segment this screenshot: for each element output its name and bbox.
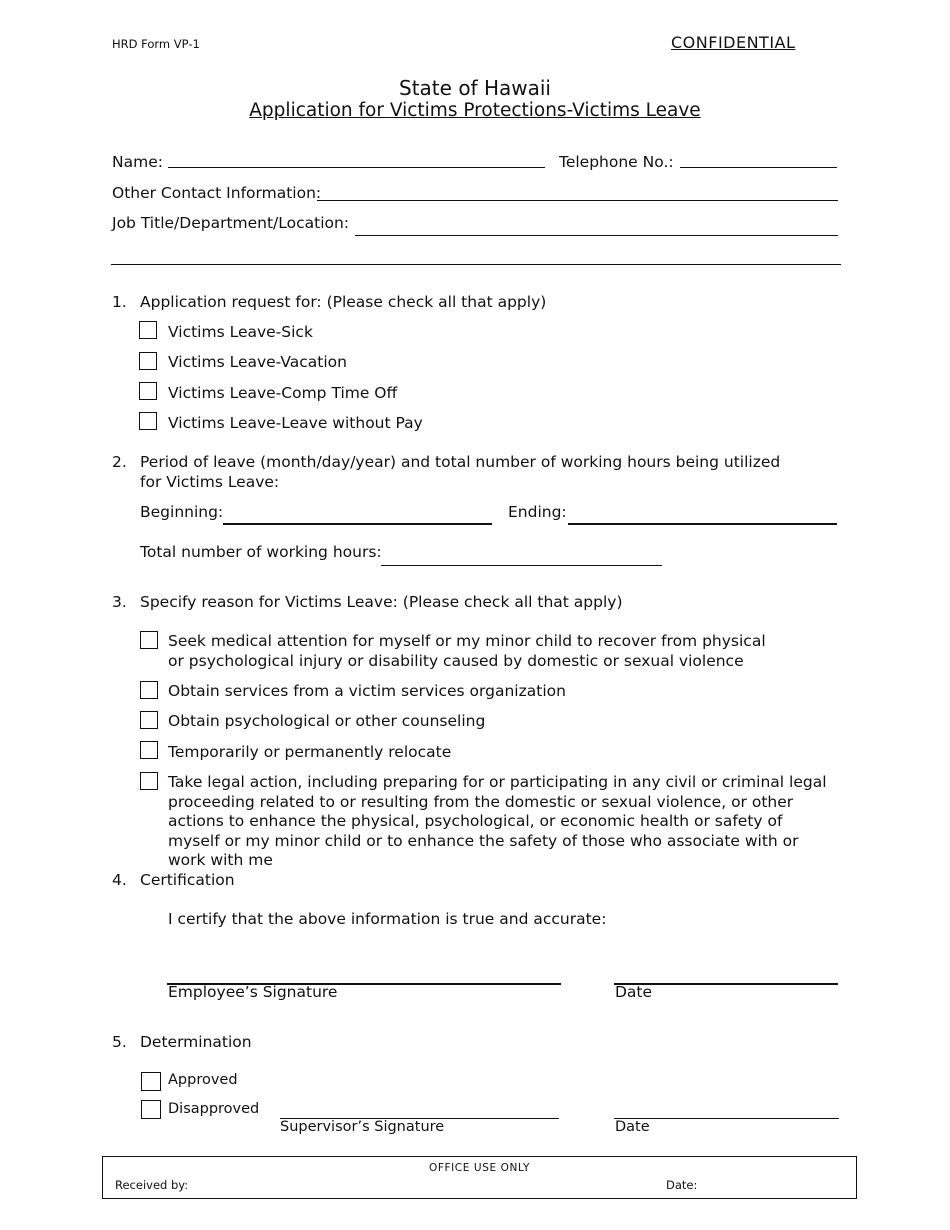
checkbox-reason-relocate[interactable] bbox=[140, 741, 158, 759]
job-label: Job Title/Department/Location: bbox=[112, 214, 350, 232]
checkbox-disapproved[interactable] bbox=[141, 1100, 161, 1119]
employee-date-label: Date bbox=[615, 983, 653, 1001]
section3-number: 3. bbox=[112, 593, 127, 611]
job-field[interactable] bbox=[355, 235, 838, 236]
disapproved-label: Disapproved bbox=[168, 1101, 260, 1117]
reason-relocate: Temporarily or permanently relocate bbox=[168, 743, 452, 761]
form-id: HRD Form VP-1 bbox=[112, 37, 200, 51]
reason-legal: Take legal action, including preparing for or participating in any civil or criminal legal proceeding related to or resulting from the domestic or sexual violence, or other actions to enhance the physical, psychological, or economic health or safety of myself or my minor child or to enhance the safety of those who associate with or work with me bbox=[168, 773, 827, 869]
page-title: State of Hawaii bbox=[399, 76, 551, 100]
reason-medical: Seek medical attention for myself or my minor child to recover from physical or psychological injury or disability caused by domestic or sexual violence bbox=[168, 632, 766, 670]
office-use-box bbox=[102, 1156, 857, 1199]
section5-number: 5. bbox=[112, 1033, 127, 1051]
total-hours-field[interactable] bbox=[381, 565, 662, 566]
checkbox-leave-without-pay[interactable] bbox=[139, 412, 157, 430]
employee-signature-label: Employee’s Signature bbox=[168, 983, 338, 1001]
checkbox-reason-counseling[interactable] bbox=[140, 711, 158, 729]
certification-statement: I certify that the above information is true and accurate: bbox=[168, 910, 607, 928]
name-label: Name: bbox=[112, 153, 163, 171]
option-leave-comp-time: Victims Leave-Comp Time Off bbox=[168, 384, 398, 402]
approved-label: Approved bbox=[168, 1072, 238, 1088]
name-field[interactable] bbox=[168, 167, 545, 168]
section4-number: 4. bbox=[112, 871, 127, 889]
checkbox-leave-sick[interactable] bbox=[139, 321, 157, 339]
checkbox-leave-comp-time[interactable] bbox=[139, 382, 157, 400]
beginning-field[interactable] bbox=[223, 523, 492, 525]
office-use-heading: OFFICE USE ONLY bbox=[428, 1162, 531, 1174]
section2-number: 2. bbox=[112, 453, 127, 471]
reason-counseling: Obtain psychological or other counseling bbox=[168, 712, 486, 730]
ending-field[interactable] bbox=[568, 523, 837, 525]
checkbox-reason-legal[interactable] bbox=[140, 772, 158, 790]
job-field-continuation[interactable] bbox=[111, 264, 841, 265]
section4-heading: Certification bbox=[140, 871, 235, 889]
page-subtitle: Application for Victims Protections-Victims Leave bbox=[249, 100, 701, 121]
office-date-label: Date: bbox=[666, 1178, 698, 1192]
supervisor-signature-label: Supervisor’s Signature bbox=[280, 1119, 445, 1135]
total-hours-label: Total number of working hours: bbox=[140, 543, 382, 561]
received-by-label: Received by: bbox=[115, 1178, 189, 1192]
section1-number: 1. bbox=[112, 293, 127, 311]
telephone-field[interactable] bbox=[680, 167, 837, 168]
option-leave-sick: Victims Leave-Sick bbox=[168, 323, 313, 341]
section1-heading: Application request for: (Please check all that apply) bbox=[140, 293, 547, 311]
checkbox-reason-services[interactable] bbox=[140, 681, 158, 699]
checkbox-leave-vacation[interactable] bbox=[139, 352, 157, 370]
section2-heading: Period of leave (month/day/year) and total number of working hours being utilized for Victims Leave: bbox=[140, 453, 781, 491]
telephone-label: Telephone No.: bbox=[559, 153, 674, 171]
ending-label: Ending: bbox=[508, 503, 567, 521]
option-leave-vacation: Victims Leave-Vacation bbox=[168, 353, 347, 371]
checkbox-approved[interactable] bbox=[141, 1072, 161, 1091]
supervisor-date-label: Date bbox=[615, 1119, 650, 1135]
option-leave-without-pay: Victims Leave-Leave without Pay bbox=[168, 414, 423, 432]
other-contact-label: Other Contact Information: bbox=[112, 184, 322, 202]
confidential-label: CONFIDENTIAL bbox=[671, 33, 796, 52]
section5-heading: Determination bbox=[140, 1033, 252, 1051]
other-contact-field[interactable] bbox=[317, 200, 838, 201]
section3-heading: Specify reason for Victims Leave: (Please check all that apply) bbox=[140, 593, 623, 611]
checkbox-reason-medical[interactable] bbox=[140, 631, 158, 649]
reason-services: Obtain services from a victim services organization bbox=[168, 682, 566, 700]
beginning-label: Beginning: bbox=[140, 503, 224, 521]
